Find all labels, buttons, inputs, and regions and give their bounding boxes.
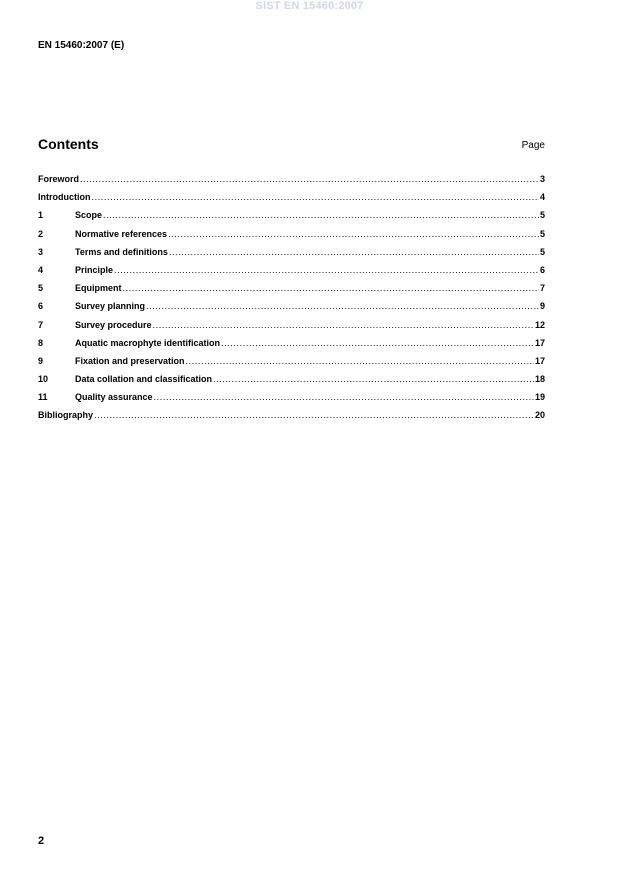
toc-entry-page: 4 <box>539 192 545 203</box>
toc-entry-number: 8 <box>38 337 44 348</box>
toc-entry-terms-and-definitions[interactable] <box>38 247 545 265</box>
toc-entry-title: Fixation and preservation <box>75 355 185 366</box>
toc-entry-title: Quality assurance <box>75 392 153 403</box>
toc-entry-title: Terms and definitions <box>75 246 168 257</box>
toc-entry-number: 2 <box>38 228 44 239</box>
toc-entry-title: Aquatic macrophyte identification <box>75 337 221 348</box>
toc-entry-bibliography[interactable] <box>38 410 545 428</box>
dot-leader <box>169 247 539 257</box>
toc-entry-foreword[interactable] <box>38 174 545 192</box>
toc-entry-title: Introduction <box>38 192 91 203</box>
toc-entry-title: Equipment <box>75 283 122 294</box>
toc-entry-number: 10 <box>38 374 49 385</box>
toc-entry-fixation-and-preservation[interactable] <box>38 356 545 374</box>
toc-entry-page: 3 <box>539 174 545 184</box>
toc-entry-survey-procedure[interactable] <box>38 320 545 338</box>
toc-entry-page: 7 <box>539 283 545 294</box>
toc-entry-title: Principle <box>75 264 114 275</box>
watermark: SIST EN 15460:2007 <box>255 0 364 12</box>
document-id: EN 15460:2007 (E) <box>38 40 125 51</box>
toc-entry-page: 5 <box>539 210 545 221</box>
toc-entry-title: Data collation and classification <box>75 374 213 385</box>
toc-entry-principle[interactable] <box>38 265 545 283</box>
contents-heading: Contents <box>38 136 99 152</box>
toc-entry-page: 5 <box>539 228 545 239</box>
toc-entry-page: 19 <box>534 392 545 403</box>
toc-entry-page: 12 <box>534 319 545 330</box>
toc-entry-page: 9 <box>539 301 545 312</box>
toc-entry-title: Foreword <box>38 174 80 184</box>
toc-entry-number: 4 <box>38 264 44 275</box>
dot-leader <box>123 283 539 293</box>
toc-entry-page: 17 <box>534 337 545 348</box>
toc-entry-page: 6 <box>539 264 545 275</box>
toc-entry-normative-references[interactable] <box>38 229 545 247</box>
toc-entry-page: 17 <box>534 355 545 366</box>
toc-entry-number: 3 <box>38 246 44 257</box>
toc-entry-title: Bibliography <box>38 410 94 421</box>
toc-entry-introduction[interactable] <box>38 192 545 210</box>
dot-leader <box>103 210 539 220</box>
dot-leader <box>213 374 534 384</box>
toc-entry-quality-assurance[interactable] <box>38 392 545 410</box>
toc-entry-title: Scope <box>75 210 103 221</box>
dot-leader <box>92 192 539 202</box>
toc-entry-number: 1 <box>38 210 44 221</box>
toc-entry-number: 11 <box>38 392 48 403</box>
toc-entry-page: 5 <box>539 246 545 257</box>
toc-entry-title: Survey procedure <box>75 319 152 330</box>
toc-entry-page: 18 <box>534 374 545 385</box>
page-column-label: Page <box>521 140 545 151</box>
toc-entry-data-collation-and-classification[interactable] <box>38 374 545 392</box>
dot-leader <box>186 356 534 366</box>
toc-entry-title: Survey planning <box>75 301 146 312</box>
dot-leader <box>146 301 539 311</box>
table-of-contents <box>38 174 545 429</box>
toc-entry-title: Normative references <box>75 228 168 239</box>
dot-leader <box>153 320 534 330</box>
page-number: 2 <box>38 835 45 847</box>
toc-entry-page: 20 <box>534 410 545 421</box>
dot-leader <box>168 229 539 239</box>
toc-entry-scope[interactable] <box>38 210 545 228</box>
dot-leader <box>154 392 534 402</box>
toc-entry-aquatic-macrophyte-identification[interactable] <box>38 338 545 356</box>
toc-entry-equipment[interactable] <box>38 283 545 301</box>
toc-entry-number: 6 <box>38 301 44 312</box>
dot-leader <box>80 174 539 184</box>
toc-entry-number: 7 <box>38 319 44 330</box>
toc-entry-survey-planning[interactable] <box>38 301 545 319</box>
toc-entry-number: 5 <box>38 283 44 294</box>
toc-entry-number: 9 <box>38 355 44 366</box>
dot-leader <box>94 410 534 420</box>
dot-leader <box>114 265 539 275</box>
dot-leader <box>221 338 534 348</box>
